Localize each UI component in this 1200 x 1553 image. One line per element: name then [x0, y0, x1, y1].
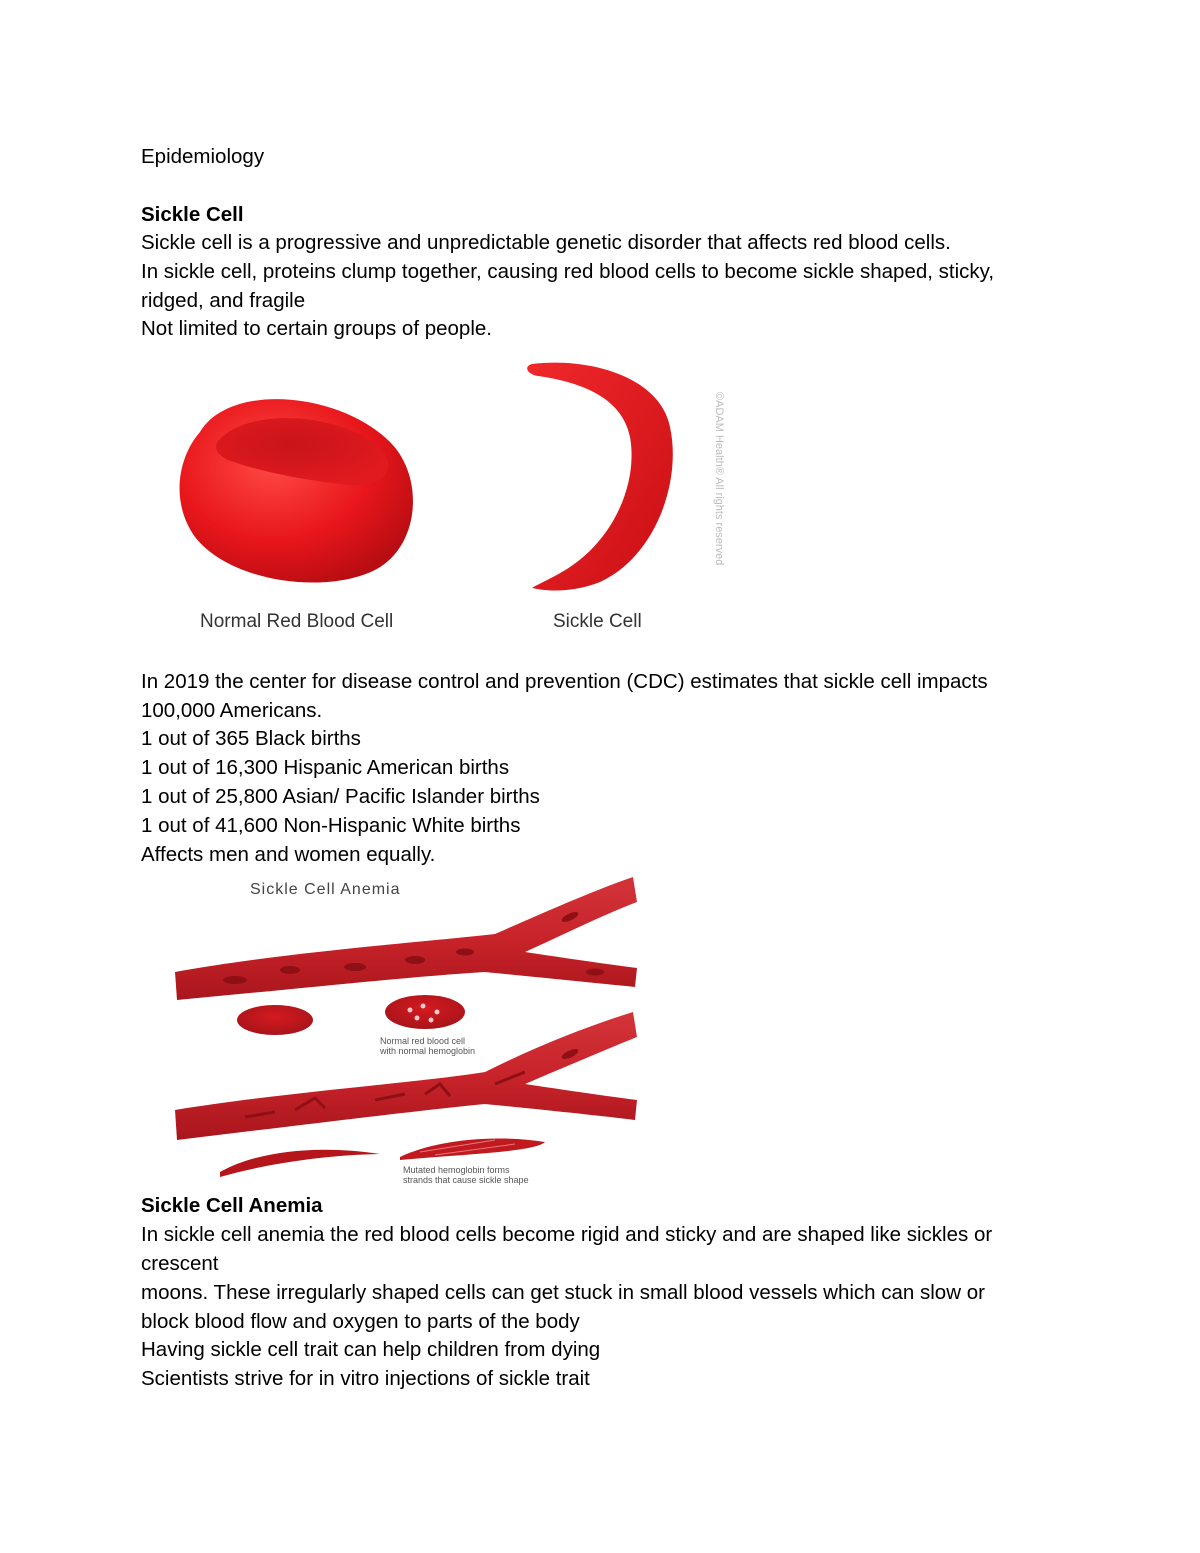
paragraph-line: Affects men and women equally. [141, 843, 436, 866]
paragraph-line: crescent [141, 1252, 219, 1275]
paragraph-line: In sickle cell anemia the red blood cells become rigid and sticky and are shaped like sickles or [141, 1223, 993, 1246]
normal-red-blood-cell-discs [237, 995, 465, 1035]
paragraph-line: moons. These irregularly shaped cells can get stuck in small blood vessels which can slow or [141, 1281, 985, 1304]
stat-line: 1 out of 365 Black births [141, 727, 361, 750]
paragraph-line: ridged, and fragile [141, 289, 306, 312]
section-title-sickle-cell-anemia: Sickle Cell Anemia [141, 1194, 323, 1217]
stat-line: 1 out of 16,300 Hispanic American births [141, 756, 510, 779]
paragraph-line: 100,000 Americans. [141, 699, 323, 722]
paragraph-line: Scientists strive for in vitro injections of sickle trait [141, 1367, 590, 1390]
paragraph-line: In sickle cell, proteins clump together, causing red blood cells to become sickle shaped, sticky, [141, 260, 995, 283]
paragraph-line: Not limited to certain groups of people. [141, 317, 492, 340]
sickle-cell-label: Sickle Cell [553, 611, 642, 632]
sickle-blood-vessel [175, 1012, 637, 1140]
mutated-cell-caption: strands that cause sickle shape [403, 1175, 529, 1185]
normal-cell-caption: with normal hemoglobin [380, 1046, 476, 1056]
stat-line: 1 out of 41,600 Non-Hispanic White births [141, 814, 521, 837]
normal-red-blood-cell-image [180, 399, 413, 582]
paragraph-line: Having sickle cell trait can help children from dying [141, 1338, 601, 1361]
figure-watermark: ©ADAM Health® All rights reserved [713, 392, 725, 566]
mutated-cell-caption: Mutated hemoglobin forms [403, 1165, 510, 1175]
paragraph-line: In 2019 the center for disease control and prevention (CDC) estimates that sickle cell impacts [141, 670, 988, 693]
normal-cell-label: Normal Red Blood Cell [200, 611, 394, 632]
normal-blood-vessel [175, 877, 637, 1000]
normal-cell-caption: Normal red blood cell [380, 1036, 466, 1046]
paragraph-line: block blood flow and oxygen to parts of the body [141, 1310, 580, 1333]
normal-vs-sickle-cell-figure [160, 352, 760, 642]
figure-title: Sickle Cell Anemia [250, 881, 401, 898]
sickle-cell-anemia-figure [165, 872, 640, 1190]
paragraph-line: Sickle cell is a progressive and unpredictable genetic disorder that affects red blood cells. [141, 231, 951, 254]
stat-line: 1 out of 25,800 Asian/ Pacific Islander births [141, 785, 540, 808]
sickle-cell-image [527, 363, 673, 591]
page-heading: Epidemiology [141, 145, 265, 168]
section-title-sickle-cell: Sickle Cell [141, 203, 244, 226]
